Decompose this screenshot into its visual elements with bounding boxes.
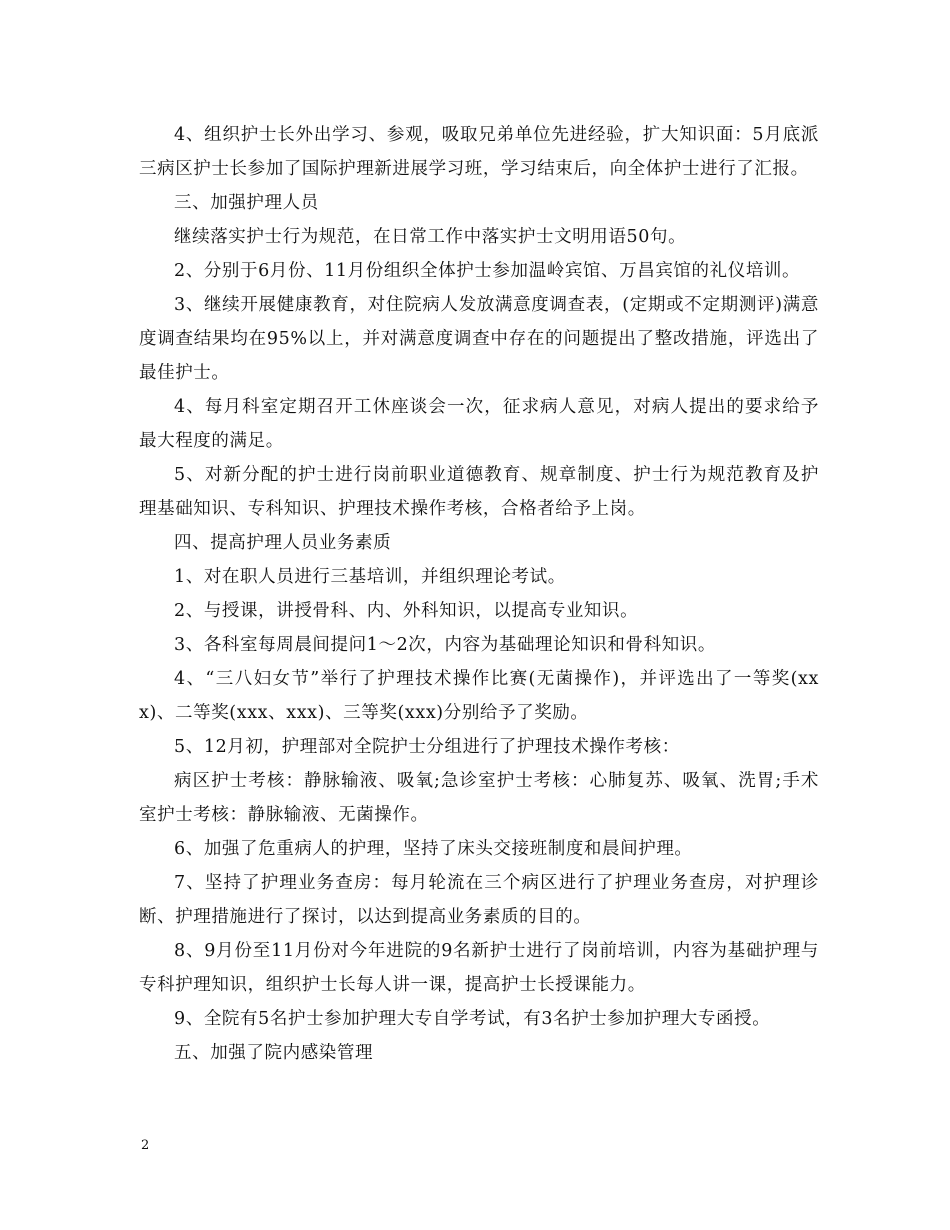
paragraph-standard-implementation: 继续落实护士行为规范，在日常工作中落实护士文明用语50句。 (174, 227, 687, 247)
paragraph-item-2-lectures: 2、与授课，讲授骨科、内、外科知识，以提高专业知识。 (174, 601, 639, 621)
paragraph-item-3-morning-questions: 3、各科室每周晨间提问1～2次，内容为基础理论知识和骨科知识。 (174, 635, 716, 655)
section-heading-4: 四、提高护理人员业务素质 (174, 533, 392, 553)
paragraph-item-8-orientation: 8、9月份至11月份对今年进院的9名新护士进行了岗前培训，内容为基础护理与专科护理知识，组织护士长每人讲一课，提高护士长授课能力。 (139, 941, 819, 995)
paragraph-item-1-basic-training: 1、对在职人员进行三基培训，并组织理论考试。 (174, 567, 566, 587)
paragraph-assessment-details: 病区护士考核：静脉输液、吸氧;急诊室护士考核：心肺复苏、吸氧、洗胃;手术室护士考核：静脉输液、无菌操作。 (139, 771, 819, 825)
paragraph-item-3-health-education: 3、继续开展健康教育，对住院病人发放满意度调查表，(定期或不定期测评)满意度调查结果均在95%以上，并对满意度调查中存在的问题提出了整改措施，评选出了最佳护士。 (139, 295, 819, 383)
document-body (139, 118, 819, 1070)
page-number: 2 (141, 1138, 150, 1153)
paragraph-item-5-new-nurse-training: 5、对新分配的护士进行岗前职业道德教育、规章制度、护士行为规范教育及护理基础知识、专科知识、护理技术操作考核，合格者给予上岗。 (139, 465, 819, 519)
section-heading-3: 三、加强护理人员 (174, 193, 319, 213)
paragraph-item-4-study-visit: 4、组织护士长外出学习、参观，吸取兄弟单位先进经验，扩大知识面：5月底派三病区护士长参加了国际护理新进展学习班，学习结束后，向全体护士进行了汇报。 (139, 125, 819, 179)
paragraph-item-4-competition: 4、“三八妇女节”举行了护理技术操作比赛(无菌操作)，并评选出了一等奖(xxx)、二等奖(xxx、xxx)、三等奖(xxx)分别给予了奖励。 (139, 669, 819, 723)
paragraph-item-5-assessment: 5、12月初，护理部对全院护士分组进行了护理技术操作考核： (174, 737, 680, 757)
paragraph-item-9-college-exams: 9、全院有5名护士参加护理大专自学考试，有3名护士参加护理大专函授。 (174, 1009, 771, 1029)
paragraph-item-2-etiquette-training: 2、分别于6月份、11月份组织全体护士参加温岭宾馆、万昌宾馆的礼仪培训。 (174, 261, 801, 281)
paragraph-item-7-ward-rounds: 7、坚持了护理业务查房：每月轮流在三个病区进行了护理业务查房，对护理诊断、护理措施进行了探讨，以达到提高业务素质的目的。 (139, 873, 819, 927)
section-heading-5: 五、加强了院内感染管理 (174, 1043, 374, 1063)
paragraph-item-6-critical-care: 6、加强了危重病人的护理，坚持了床头交接班制度和晨间护理。 (174, 839, 693, 859)
paragraph-item-4-patient-meeting: 4、每月科室定期召开工休座谈会一次，征求病人意见，对病人提出的要求给予最大程度的满足。 (139, 397, 819, 451)
